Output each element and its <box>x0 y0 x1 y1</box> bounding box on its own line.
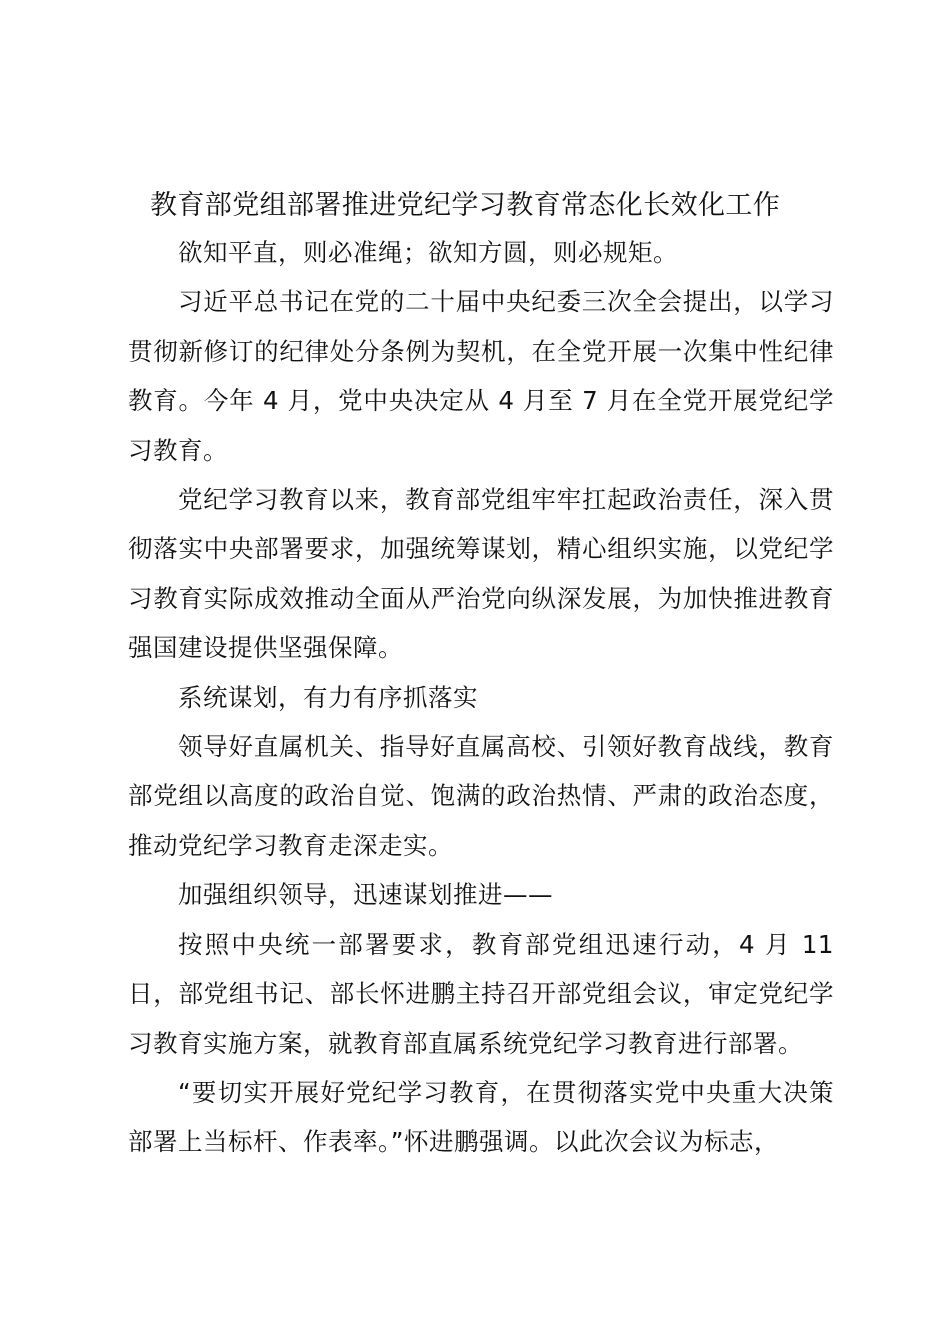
paragraph: 领导好直属机关、指导好直属高校、引领好教育战线，教育部党组以高度的政治自觉、饱满的政治热情、严肃的政治态度，推动党纪学习教育走深走实。 <box>128 732 834 860</box>
section-heading: 系统谋划，有力有序抓落实 <box>178 682 478 712</box>
document-title: 教育部党组部署推进党纪学习教育常态化长效化工作 <box>150 190 781 221</box>
paragraph: 党纪学习教育以来，教育部党组牢牢扛起政治责任，深入贯彻落实中央部署要求，加强统筹谋划，精心组织实施，以党纪学习教育实际成效推动全面从严治党向纵深发展，为加快推进教育强国建设提供坚强保障。 <box>128 485 834 663</box>
paragraph: “要切实开展好党纪学习教育，在贯彻落实党中央重大决策部署上当标杆、作表率。”怀进鹏强调。以此次会议为标志， <box>128 1077 834 1157</box>
paragraph: 习近平总书记在党的二十届中央纪委三次全会提出，以学习贯彻新修订的纪律处分条例为契机，在全党开展一次集中性纪律教育。今年 4 月，党中央决定从 4 月至 7 月在全党开展党纪学习教育。 <box>128 287 834 465</box>
paragraph: 按照中央统一部署要求，教育部党组迅速行动，4 月 11 日，部党组书记、部长怀进鹏主持召开部党组会议，审定党纪学习教育实施方案，就教育部直属系统党纪学习教育进行部署。 <box>128 929 834 1058</box>
document-body <box>128 228 834 1167</box>
subsection-heading: 加强组织领导，迅速谋划推进—— <box>178 880 553 910</box>
paragraph-epigraph: 欲知平直，则必准绳；欲知方圆，则必规矩。 <box>178 238 678 267</box>
